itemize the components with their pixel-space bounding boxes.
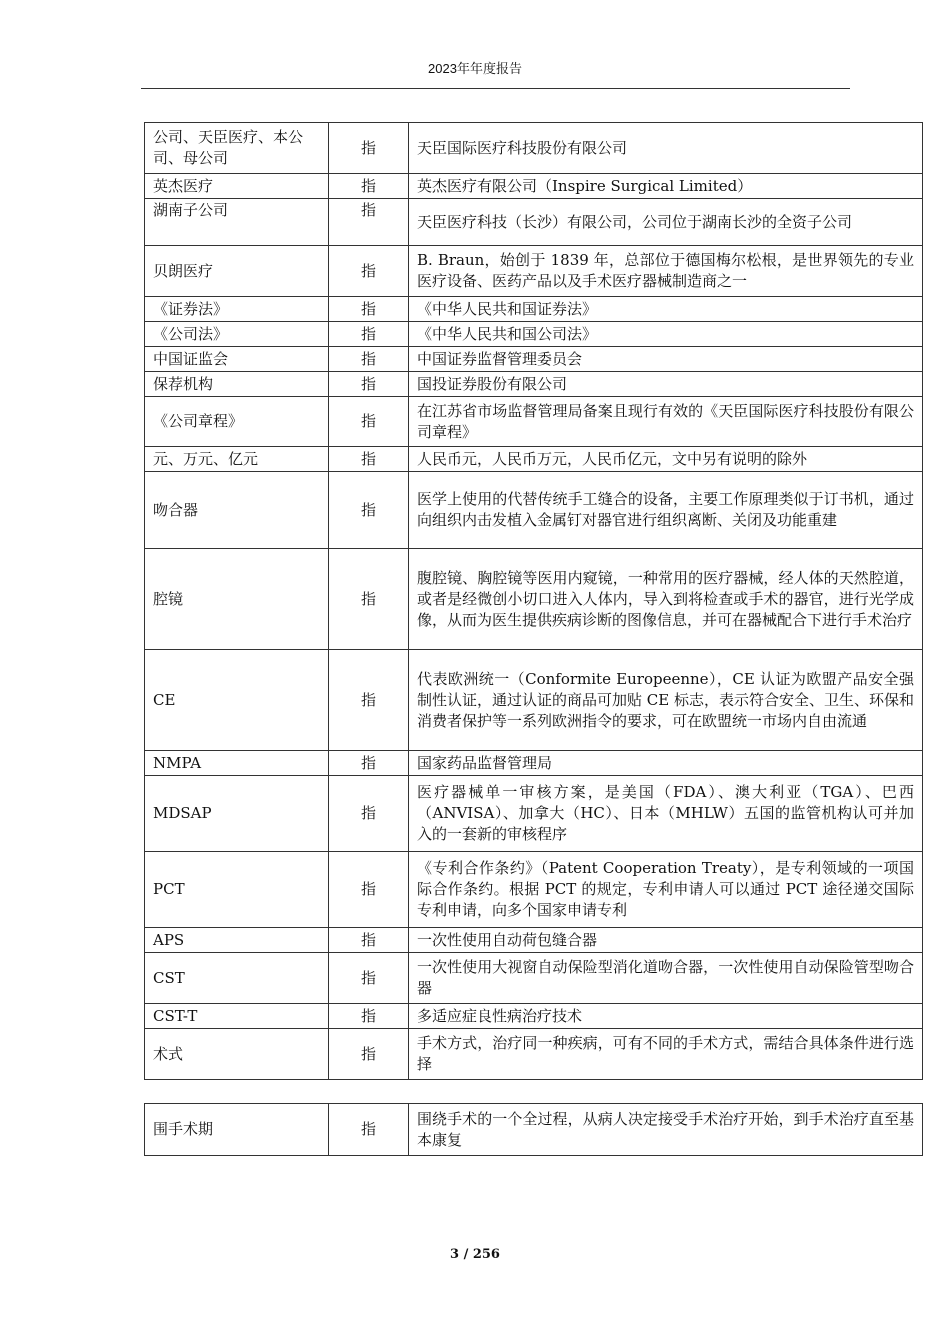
table-row	[145, 549, 923, 650]
term-cell: 湖南子公司	[145, 199, 329, 246]
term-cell: 腔镜	[145, 549, 329, 650]
relation-cell: 指	[329, 347, 409, 372]
relation-cell: 指	[329, 472, 409, 549]
table-row	[145, 953, 923, 1004]
table-row	[145, 322, 923, 347]
relation-cell: 指	[329, 549, 409, 650]
term-cell: 术式	[145, 1029, 329, 1080]
meaning-cell: 英杰医疗有限公司（Inspire Surgical Limited）	[409, 174, 923, 199]
meaning-cell: 医学上使用的代替传统手工缝合的设备，主要工作原理类似于订书机，通过向组织内击发植入金属钉对器官进行组织离断、关闭及功能重建	[409, 472, 923, 549]
meaning-cell: 代表欧洲统一（Conformite Europeenne），CE 认证为欧盟产品安全强制性认证，通过认证的商品可加贴 CE 标志，表示符合安全、卫生、环保和消费者保护等一系列欧洲指令的要求，可在欧盟统一市场内自由流通	[409, 650, 923, 751]
table-row	[145, 397, 923, 447]
table-row	[145, 1029, 923, 1080]
table-row	[145, 751, 923, 776]
meaning-cell: 一次性使用自动荷包缝合器	[409, 928, 923, 953]
term-cell: NMPA	[145, 751, 329, 776]
relation-cell: 指	[329, 1104, 409, 1156]
relation-cell: 指	[329, 123, 409, 174]
relation-cell: 指	[329, 397, 409, 447]
page-header: 2023年年度报告	[428, 61, 522, 76]
relation-cell: 指	[329, 1004, 409, 1029]
table-row	[145, 1004, 923, 1029]
table-row	[145, 472, 923, 549]
table-row	[145, 174, 923, 199]
definitions-table-continued	[144, 1103, 923, 1156]
meaning-cell: 《专利合作条约》（Patent Cooperation Treaty），是专利领域的一项国际合作条约。根据 PCT 的规定，专利申请人可以通过 PCT 途径递交国际专利申请，向多个国家申请专利	[409, 852, 923, 928]
table-row	[145, 246, 923, 297]
relation-cell: 指	[329, 1029, 409, 1080]
meaning-cell: 《中华人民共和国公司法》	[409, 322, 923, 347]
table-row	[145, 199, 923, 246]
term-cell: 公司、天臣医疗、本公司、母公司	[145, 123, 329, 174]
meaning-cell: 多适应症良性病治疗技术	[409, 1004, 923, 1029]
term-cell: CST	[145, 953, 329, 1004]
table-row	[145, 297, 923, 322]
meaning-cell: 一次性使用大视窗自动保险型消化道吻合器，一次性使用自动保险管型吻合器	[409, 953, 923, 1004]
meaning-cell: 《中华人民共和国证券法》	[409, 297, 923, 322]
table-row	[145, 650, 923, 751]
table-row	[145, 928, 923, 953]
term-cell: 元、万元、亿元	[145, 447, 329, 472]
table-row	[145, 347, 923, 372]
relation-cell: 指	[329, 246, 409, 297]
page-number: 3 / 256	[450, 1247, 500, 1262]
relation-cell: 指	[329, 650, 409, 751]
term-cell: 《公司法》	[145, 322, 329, 347]
meaning-cell: 医疗器械单一审核方案，是美国（FDA）、澳大利亚（TGA）、巴西（ANVISA）、加拿大（HC）、日本（MHLW）五国的监管机构认可并加入的一套新的审核程序	[409, 776, 923, 852]
table-row	[145, 372, 923, 397]
meaning-cell: 天臣国际医疗科技股份有限公司	[409, 123, 923, 174]
header-divider	[141, 88, 850, 89]
term-cell: APS	[145, 928, 329, 953]
term-cell: 中国证监会	[145, 347, 329, 372]
term-cell: CST-T	[145, 1004, 329, 1029]
term-cell: 英杰医疗	[145, 174, 329, 199]
term-cell: MDSAP	[145, 776, 329, 852]
term-cell: PCT	[145, 852, 329, 928]
meaning-cell: 国家药品监督管理局	[409, 751, 923, 776]
meaning-cell: 中国证券监督管理委员会	[409, 347, 923, 372]
table-row	[145, 852, 923, 928]
meaning-cell: 人民币元，人民币万元，人民币亿元，文中另有说明的除外	[409, 447, 923, 472]
table-row	[145, 447, 923, 472]
relation-cell: 指	[329, 447, 409, 472]
relation-cell: 指	[329, 852, 409, 928]
relation-cell: 指	[329, 776, 409, 852]
meaning-cell: 腹腔镜、胸腔镜等医用内窥镜，一种常用的医疗器械，经人体的天然腔道，或者是经微创小切口进入人体内，导入到将检查或手术的器官，进行光学成像，从而为医生提供疾病诊断的图像信息，并可在器械配合下进行手术治疗	[409, 549, 923, 650]
relation-cell: 指	[329, 199, 409, 246]
relation-cell: 指	[329, 174, 409, 199]
term-cell: 贝朗医疗	[145, 246, 329, 297]
relation-cell: 指	[329, 297, 409, 322]
meaning-cell: 围绕手术的一个全过程，从病人决定接受手术治疗开始，到手术治疗直至基本康复	[409, 1104, 923, 1156]
term-cell: 吻合器	[145, 472, 329, 549]
term-cell: 《证券法》	[145, 297, 329, 322]
relation-cell: 指	[329, 953, 409, 1004]
relation-cell: 指	[329, 751, 409, 776]
definitions-table	[144, 122, 923, 1080]
term-cell: 《公司章程》	[145, 397, 329, 447]
relation-cell: 指	[329, 928, 409, 953]
meaning-cell: 在江苏省市场监督管理局备案且现行有效的《天臣国际医疗科技股份有限公司章程》	[409, 397, 923, 447]
meaning-cell: 手术方式，治疗同一种疾病，可有不同的手术方式，需结合具体条件进行选择	[409, 1029, 923, 1080]
table-row	[145, 776, 923, 852]
relation-cell: 指	[329, 322, 409, 347]
table-row	[145, 123, 923, 174]
table-row	[145, 1104, 923, 1156]
term-cell: 保荐机构	[145, 372, 329, 397]
term-cell: 围手术期	[145, 1104, 329, 1156]
term-cell: CE	[145, 650, 329, 751]
relation-cell: 指	[329, 372, 409, 397]
meaning-cell: B. Braun，始创于 1839 年，总部位于德国梅尔松根，是世界领先的专业医疗设备、医药产品以及手术医疗器械制造商之一	[409, 246, 923, 297]
meaning-cell: 国投证券股份有限公司	[409, 372, 923, 397]
meaning-cell: 天臣医疗科技（长沙）有限公司，公司位于湖南长沙的全资子公司	[409, 199, 923, 246]
